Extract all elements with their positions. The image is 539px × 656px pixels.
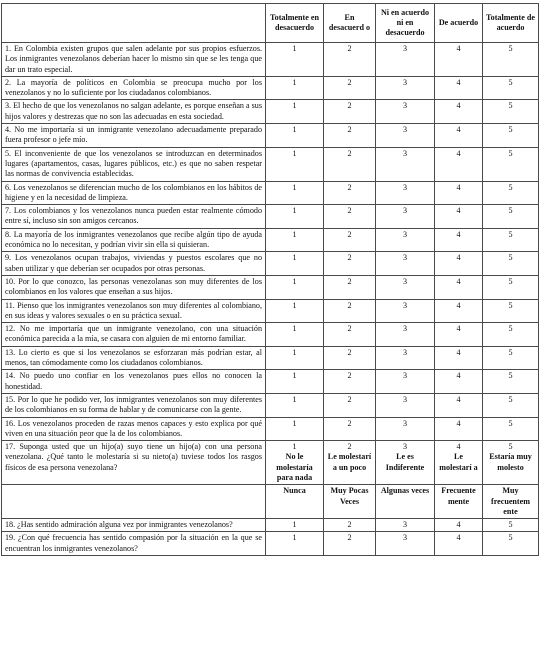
likert-option-1[interactable]: 1 <box>266 346 324 370</box>
question-text: 12. No me importaría que un inmigrante venezolano, con una situación económica parecida a la mía, se casara con alguien de mi entorno familiar. <box>2 323 266 347</box>
q17-option-4-label: Le molestarí a <box>439 452 478 472</box>
likert-option-1[interactable]: 1 <box>266 43 324 77</box>
likert-option-4[interactable]: 4 <box>435 181 483 205</box>
likert-option-3[interactable]: 3 <box>376 147 435 181</box>
question-row <box>2 299 539 323</box>
question-text: 19. ¿Con qué frecuencia has sentido compasión por la situación en la que se encuentran los inmigrantes venezolanos? <box>2 532 266 556</box>
freq-header-never: Nunca <box>266 485 324 519</box>
likert-option-1[interactable]: 1 <box>266 299 324 323</box>
question-text: 11. Pienso que los inmigrantes venezolanos son muy diferentes al colombiano, en sus ideas y valores sexuales o en su práctica sexual. <box>2 299 266 323</box>
likert-option-4[interactable]: 4 <box>435 252 483 276</box>
question-row <box>2 76 539 100</box>
header-empty <box>2 4 266 43</box>
q17-option-3-num: 3 <box>402 442 408 452</box>
likert-option-4[interactable]: 4 <box>435 124 483 148</box>
question-row <box>2 370 539 394</box>
likert-option-2[interactable]: 2 <box>324 275 376 299</box>
header-strongly-agree: Totalmente de acuerdo <box>483 4 539 43</box>
likert-option-4[interactable]: 4 <box>435 43 483 77</box>
frequency-option-1[interactable]: 1 <box>266 532 324 556</box>
question-row <box>2 346 539 370</box>
likert-option-2[interactable]: 2 <box>324 346 376 370</box>
likert-option-1[interactable]: 1 <box>266 205 324 229</box>
question-text: 10. Por lo que conozco, las personas venezolanas son muy diferentes de los colombianos en los valores que enseñan a sus hijos. <box>2 275 266 299</box>
likert-option-2[interactable]: 2 <box>324 147 376 181</box>
likert-option-3[interactable]: 3 <box>376 205 435 229</box>
question-text: 1. En Colombia existen grupos que salen adelante por sus propios esfuerzos. Los inmigrantes venezolanos deberían hacer lo mismo sin que se les tenga que dar un trato especial. <box>2 43 266 77</box>
likert-option-1[interactable]: 1 <box>266 100 324 124</box>
q17-option-4[interactable] <box>435 441 483 485</box>
likert-option-1[interactable]: 1 <box>266 124 324 148</box>
likert-option-4[interactable]: 4 <box>435 275 483 299</box>
header-disagree: En desacuerd o <box>324 4 376 43</box>
likert-option-3[interactable]: 3 <box>376 43 435 77</box>
likert-option-3[interactable]: 3 <box>376 124 435 148</box>
likert-option-2[interactable]: 2 <box>324 76 376 100</box>
likert-option-3[interactable]: 3 <box>376 275 435 299</box>
likert-option-3[interactable]: 3 <box>376 346 435 370</box>
likert-option-4[interactable]: 4 <box>435 147 483 181</box>
frequency-option-4[interactable]: 4 <box>435 519 483 532</box>
freq-header-sometimes: Algunas veces <box>376 485 435 519</box>
question-row <box>2 181 539 205</box>
likert-option-1[interactable]: 1 <box>266 370 324 394</box>
header-neutral: Ni en acuerdo ni en desacuerdo <box>376 4 435 43</box>
question-text: 5. El inconveniente de que los venezolanos se introduzcan en determinados lugares (apartamentos, casas, lugares públicos, etc.) es que no saben respetar las normas de convivencia establecidas. <box>2 147 266 181</box>
likert-option-5[interactable]: 5 <box>483 181 539 205</box>
likert-option-2[interactable]: 2 <box>324 323 376 347</box>
likert-option-3[interactable]: 3 <box>376 228 435 252</box>
likert-option-2[interactable]: 2 <box>324 228 376 252</box>
likert-option-4[interactable]: 4 <box>435 205 483 229</box>
likert-option-4[interactable]: 4 <box>435 346 483 370</box>
question-text: 8. La mayoría de los inmigrantes venezolanos que recibe algún tipo de ayuda económica no lo necesitan, y podrían vivir sin ella si quisieran. <box>2 228 266 252</box>
question-row <box>2 417 539 441</box>
q17-option-5-num: 5 <box>508 442 513 452</box>
q17-row <box>2 441 539 485</box>
likert-option-1[interactable]: 1 <box>266 275 324 299</box>
q17-option-2[interactable] <box>324 441 376 485</box>
question-row <box>2 100 539 124</box>
likert-option-1[interactable]: 1 <box>266 228 324 252</box>
likert-option-3[interactable]: 3 <box>376 252 435 276</box>
header-agree: De acuerdo <box>435 4 483 43</box>
q17-option-4-num: 4 <box>456 442 461 452</box>
likert-option-5[interactable]: 5 <box>483 299 539 323</box>
likert-option-1[interactable]: 1 <box>266 393 324 417</box>
likert-option-1[interactable]: 1 <box>266 252 324 276</box>
question-text: 4. No me importaría si un inmigrante venezolano adecuadamente preparado fuera profesor o jefe mío. <box>2 124 266 148</box>
likert-option-2[interactable]: 2 <box>324 252 376 276</box>
q17-option-3-label: Le es Indiferente <box>385 452 425 472</box>
question-text: 15. Por lo que he podido ver, los inmigrantes venezolanos son muy diferentes de los colombianos en su forma de hablar y de comunicarse con la gente. <box>2 393 266 417</box>
question-row <box>2 323 539 347</box>
likert-option-3[interactable]: 3 <box>376 100 435 124</box>
frequency-body <box>2 519 539 556</box>
question-text: 2. La mayoría de políticos en Colombia se preocupa mucho por los venezolanos y no lo suficiente por los ciudadanos colombianos. <box>2 76 266 100</box>
likert-option-5[interactable]: 5 <box>483 228 539 252</box>
likert-option-2[interactable]: 2 <box>324 370 376 394</box>
question-text: 9. Los venezolanos ocupan trabajos, viviendas y puestos escolares que no saben utilizar y que deberían ser ocupados por otras personas. <box>2 252 266 276</box>
likert-option-5[interactable]: 5 <box>483 370 539 394</box>
likert-option-3[interactable]: 3 <box>376 323 435 347</box>
q17-option-5[interactable] <box>483 441 539 485</box>
q17-option-5-label: Estaría muy molesto <box>489 452 532 472</box>
likert-option-4[interactable]: 4 <box>435 76 483 100</box>
likert-option-3[interactable]: 3 <box>376 370 435 394</box>
question-row <box>2 228 539 252</box>
survey-table <box>1 3 539 556</box>
likert-option-3[interactable]: 3 <box>376 76 435 100</box>
question-row <box>2 43 539 77</box>
question-text: 6. Los venezolanos se diferencian mucho de los colombianos en los hábitos de higiene y en la necesidad de limpieza. <box>2 181 266 205</box>
likert-option-5[interactable]: 5 <box>483 275 539 299</box>
likert-option-2[interactable]: 2 <box>324 43 376 77</box>
likert-option-2[interactable]: 2 <box>324 205 376 229</box>
q17-text: 17. Suponga usted que un hijo(a) suyo tiene un hijo(a) con una persona venezolana. ¿Qué tanto le molestaría si su nieto(a) tuviese todos los rasgos físicos de esa persona venezolana? <box>2 441 266 485</box>
frequency-header-empty <box>2 485 266 519</box>
header-strongly-disagree: Totalmente en desacuerdo <box>266 4 324 43</box>
question-row <box>2 124 539 148</box>
likert-option-5[interactable]: 5 <box>483 323 539 347</box>
frequency-option-2[interactable]: 2 <box>324 519 376 532</box>
likert-option-5[interactable]: 5 <box>483 76 539 100</box>
likert-option-2[interactable]: 2 <box>324 181 376 205</box>
likert-option-1[interactable]: 1 <box>266 147 324 181</box>
likert-option-5[interactable]: 5 <box>483 393 539 417</box>
likert-option-5[interactable]: 5 <box>483 417 539 441</box>
frequency-option-1[interactable]: 1 <box>266 519 324 532</box>
likert-option-1[interactable]: 1 <box>266 76 324 100</box>
likert-option-5[interactable]: 5 <box>483 43 539 77</box>
likert-option-5[interactable]: 5 <box>483 100 539 124</box>
question-row <box>2 205 539 229</box>
likert-option-4[interactable]: 4 <box>435 393 483 417</box>
q17-option-1[interactable] <box>266 441 324 485</box>
question-text: 18. ¿Has sentido admiración alguna vez por inmigrantes venezolanos? <box>2 519 266 532</box>
freq-header-very-often: Muy frecuentem ente <box>483 485 539 519</box>
likert-option-1[interactable]: 1 <box>266 323 324 347</box>
freq-header-often: Frecuente mente <box>435 485 483 519</box>
likert-option-3[interactable]: 3 <box>376 299 435 323</box>
q17-option-3[interactable] <box>376 441 435 485</box>
freq-header-rarely: Muy Pocas Veces <box>324 485 376 519</box>
likert-option-4[interactable]: 4 <box>435 228 483 252</box>
likert-option-4[interactable]: 4 <box>435 417 483 441</box>
likert-body <box>2 43 539 441</box>
question-row <box>2 252 539 276</box>
frequency-option-2[interactable]: 2 <box>324 532 376 556</box>
question-text: 7. Los colombianos y los venezolanos nunca pueden estar realmente cómodo entre sí, incluso sin son amigos cercanos. <box>2 205 266 229</box>
frequency-option-5[interactable]: 5 <box>483 519 539 532</box>
question-text: 16. Los venezolanos proceden de razas menos capaces y esto explica por qué viven en una situación peor que la de los colombianos. <box>2 417 266 441</box>
question-row <box>2 393 539 417</box>
likert-option-5[interactable]: 5 <box>483 205 539 229</box>
q17-option-2-label: Le molestarí a un poco <box>327 452 372 472</box>
likert-option-2[interactable]: 2 <box>324 393 376 417</box>
header-row <box>2 4 539 43</box>
likert-option-1[interactable]: 1 <box>266 181 324 205</box>
likert-option-2[interactable]: 2 <box>324 417 376 441</box>
likert-option-5[interactable]: 5 <box>483 147 539 181</box>
likert-option-2[interactable]: 2 <box>324 299 376 323</box>
question-row <box>2 532 539 556</box>
frequency-option-3[interactable]: 3 <box>376 519 435 532</box>
likert-option-2[interactable]: 2 <box>324 100 376 124</box>
frequency-header-row <box>2 485 539 519</box>
question-text: 13. Lo cierto es que si los venezolanos se esforzaran más podrían estar, al menos, tan cómodamente como los ciudadanos colombianos. <box>2 346 266 370</box>
q17-option-1-num: 1 <box>292 442 297 452</box>
likert-option-4[interactable]: 4 <box>435 100 483 124</box>
likert-option-5[interactable]: 5 <box>483 346 539 370</box>
likert-option-5[interactable]: 5 <box>483 252 539 276</box>
frequency-option-4[interactable]: 4 <box>435 532 483 556</box>
likert-option-4[interactable]: 4 <box>435 323 483 347</box>
frequency-option-3[interactable]: 3 <box>376 532 435 556</box>
frequency-option-5[interactable]: 5 <box>483 532 539 556</box>
question-row <box>2 275 539 299</box>
likert-option-4[interactable]: 4 <box>435 370 483 394</box>
question-row <box>2 147 539 181</box>
question-row <box>2 519 539 532</box>
likert-option-1[interactable]: 1 <box>266 417 324 441</box>
likert-option-3[interactable]: 3 <box>376 417 435 441</box>
likert-option-5[interactable]: 5 <box>483 124 539 148</box>
q17-option-2-num: 2 <box>347 442 352 452</box>
q17-option-1-label: No le molestaría para nada <box>276 452 313 482</box>
likert-option-3[interactable]: 3 <box>376 181 435 205</box>
likert-option-2[interactable]: 2 <box>324 124 376 148</box>
q17-body <box>2 441 539 519</box>
likert-option-3[interactable]: 3 <box>376 393 435 417</box>
likert-option-4[interactable]: 4 <box>435 299 483 323</box>
question-text: 14. No puedo uno confiar en los venezolanos pues ellos no conocen la honestidad. <box>2 370 266 394</box>
question-text: 3. El hecho de que los venezolanos no salgan adelante, es porque enseñan a sus hijos valores y destrezas que no son las adecuadas en esta sociedad. <box>2 100 266 124</box>
